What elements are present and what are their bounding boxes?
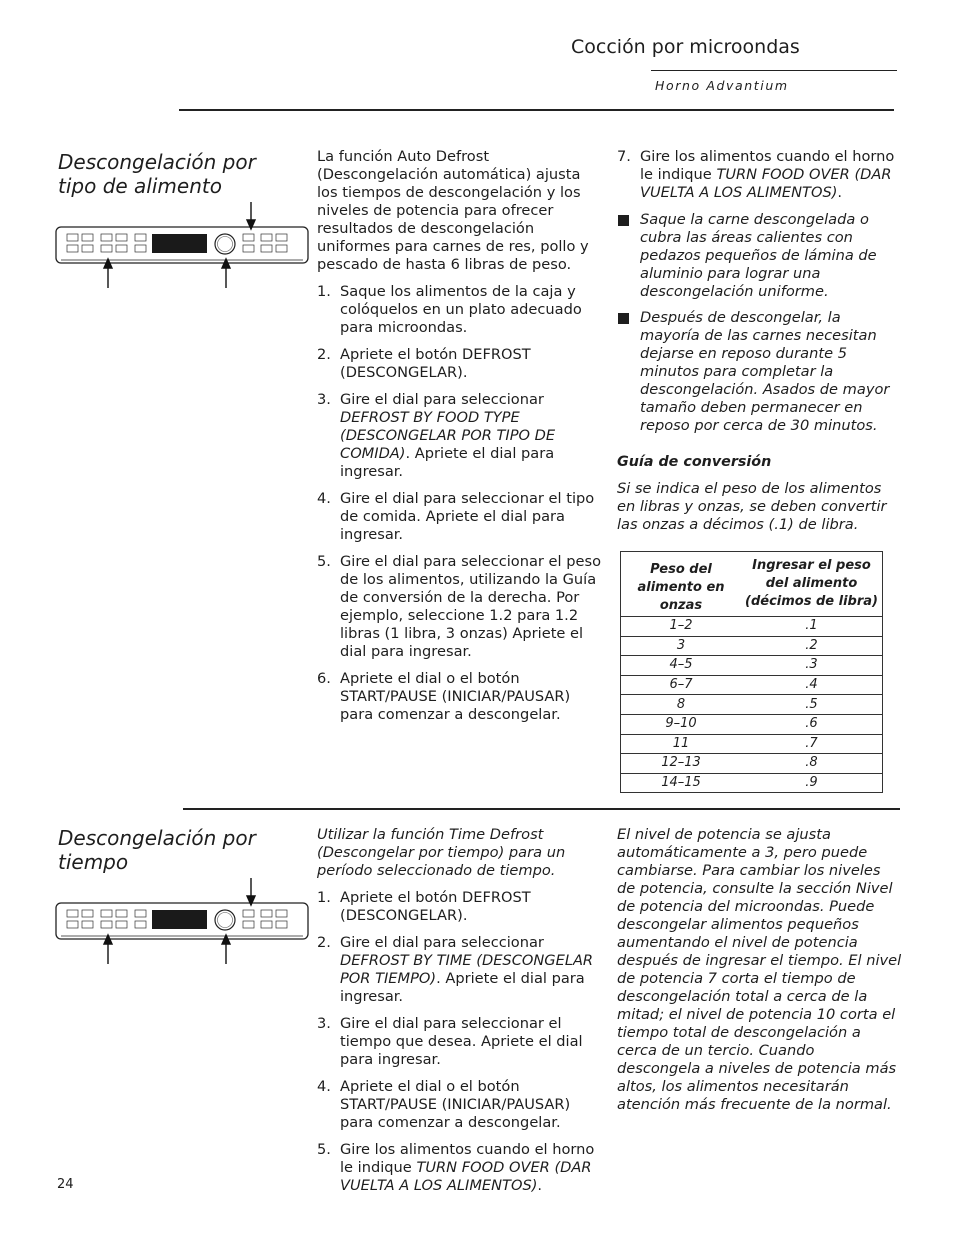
step-item: 3. Gire el dial para seleccionar DEFROST BY FOOD TYPE (DESCONGELAR POR TIPO DE COMIDA). Apriete el dial para ingresar. [317,391,556,480]
header-rule [651,70,897,71]
section1-title: Descongelación por tipo de alimento [58,150,256,198]
page-section-title: Cocción por microondas [571,36,800,58]
table-header-row [621,552,883,617]
section1-steps-continued [617,148,902,202]
section2-steps [317,889,602,1195]
step-item: 3. Gire el dial para seleccionar el tiempo que desea. Apriete el dial para ingresar. [317,1015,583,1068]
page-number: 24 [57,1177,74,1192]
table-row: 1–2 .1 [621,617,883,637]
section1-intro: La función Auto Defrost (Descongelación automática) ajusta los tiempos de descongelación y los niveles de potencia para ofrecer resultados de descongelación uniformes para carnes de res, pollo y pescado de hasta 6 libras de peso. [317,148,589,273]
section2-title: Descongelación por tiempo [58,826,256,874]
column-header-tenths: Ingresar el peso del alimento (décimos de libra) [741,552,883,617]
step-item: 5. Gire los alimentos cuando el horno le indique TURN FOOD OVER (DAR VUELTA A LOS ALIMENTOS). [317,1141,595,1194]
step-item: 2. Apriete el botón DEFROST (DESCONGELAR). [317,346,531,381]
table-row: 14–15 .9 [621,773,883,793]
section2-note: El nivel de potencia se ajusta automáticamente a 3, pero puede cambiarse. Para cambiar los niveles de potencia, consulte la sección Nivel de potencia del microondas. Puede descongelar alimentos pequeños aumentando el nivel de potencia después de ingresar el tiempo. El nivel de potencia 7 corta el tiempo de descongelación total a cerca de la mitad; el nivel de potencia 10 corta el tiempo total de descongelación a cerca de un tercio. Cuando descongela a niveles de potencia más altos, los alimentos necesitarán atención más frecuente de la normal. [617,826,902,1113]
table-row: 9–10 .6 [621,714,883,734]
section1-main-column [317,148,602,733]
control-panel-illustration [55,200,311,290]
tip-bullet: Saque la carne descongelada o cubra las áreas calientes con pedazos pequeños de lámina de aluminio para lograr una descongelación uniforme. [617,211,902,301]
step-item: 1. Saque los alimentos de la caja y colóquelos en un plato adecuado para microondas. [317,283,582,336]
conversion-guide-text: Si se indica el peso de los alimentos en libras y onzas, se deben convertir las onzas a décimos (.1) de libra. [617,480,887,533]
step-item: 4. Apriete el dial o el botón START/PAUSE (INICIAR/PAUSAR) para comenzar a descongelar. [317,1078,571,1131]
table-row: 3 .2 [621,636,883,656]
column-header-ounces: Peso del alimento en onzas [621,552,742,617]
table-row: 8 .5 [621,695,883,715]
section1-right-column [617,148,902,534]
conversion-table [620,551,883,793]
header-divider [179,109,894,111]
table-row: 12–13 .8 [621,754,883,774]
table-row: 6–7 .4 [621,675,883,695]
section2-main-column [317,826,602,1204]
table-row: 11 .7 [621,734,883,754]
section2-intro: Utilizar la función Time Defrost (Descongelar por tiempo) para un período seleccionado de tiempo. [317,826,566,879]
step-item: 4. Gire el dial para seleccionar el tipo de comida. Apriete el dial para ingresar. [317,490,595,543]
section1-steps [317,283,602,724]
table-row: 4–5 .3 [621,656,883,676]
step-item: 7. Gire los alimentos cuando el horno le indique TURN FOOD OVER (DAR VUELTA A LOS ALIMENTOS). [617,148,895,201]
step-item: 1. Apriete el botón DEFROST (DESCONGELAR). [317,889,531,924]
step-item: 2. Gire el dial para seleccionar DEFROST BY TIME (DESCONGELAR POR TIEMPO). Apriete el dial para ingresar. [317,934,594,1005]
control-panel-drawing [56,227,308,263]
control-panel-illustration [55,876,311,966]
step-item: 6. Apriete el dial o el botón START/PAUSE (INICIAR/PAUSAR) para comenzar a descongelar. [317,670,571,723]
tip-bullet: Después de descongelar, la mayoría de las carnes necesitan dejarse en reposo durante 5 minutos para completar la descongelación. Asados de mayor tamaño deben permanecer en reposo por cerca de 30 minutos. [617,309,902,435]
section-divider [183,808,900,810]
page-subtitle: Horno Advantium [655,78,789,93]
conversion-guide-heading: Guía de conversión [617,454,772,470]
step-item: 5. Gire el dial para seleccionar el peso de los alimentos, utilizando la Guía de conversión de la derecha. Por ejemplo, seleccione 1.2 para 1.2 libras (1 libra, 3 onzas) Apriete el dial para ingresar. [317,553,601,660]
control-panel-drawing [56,903,308,939]
